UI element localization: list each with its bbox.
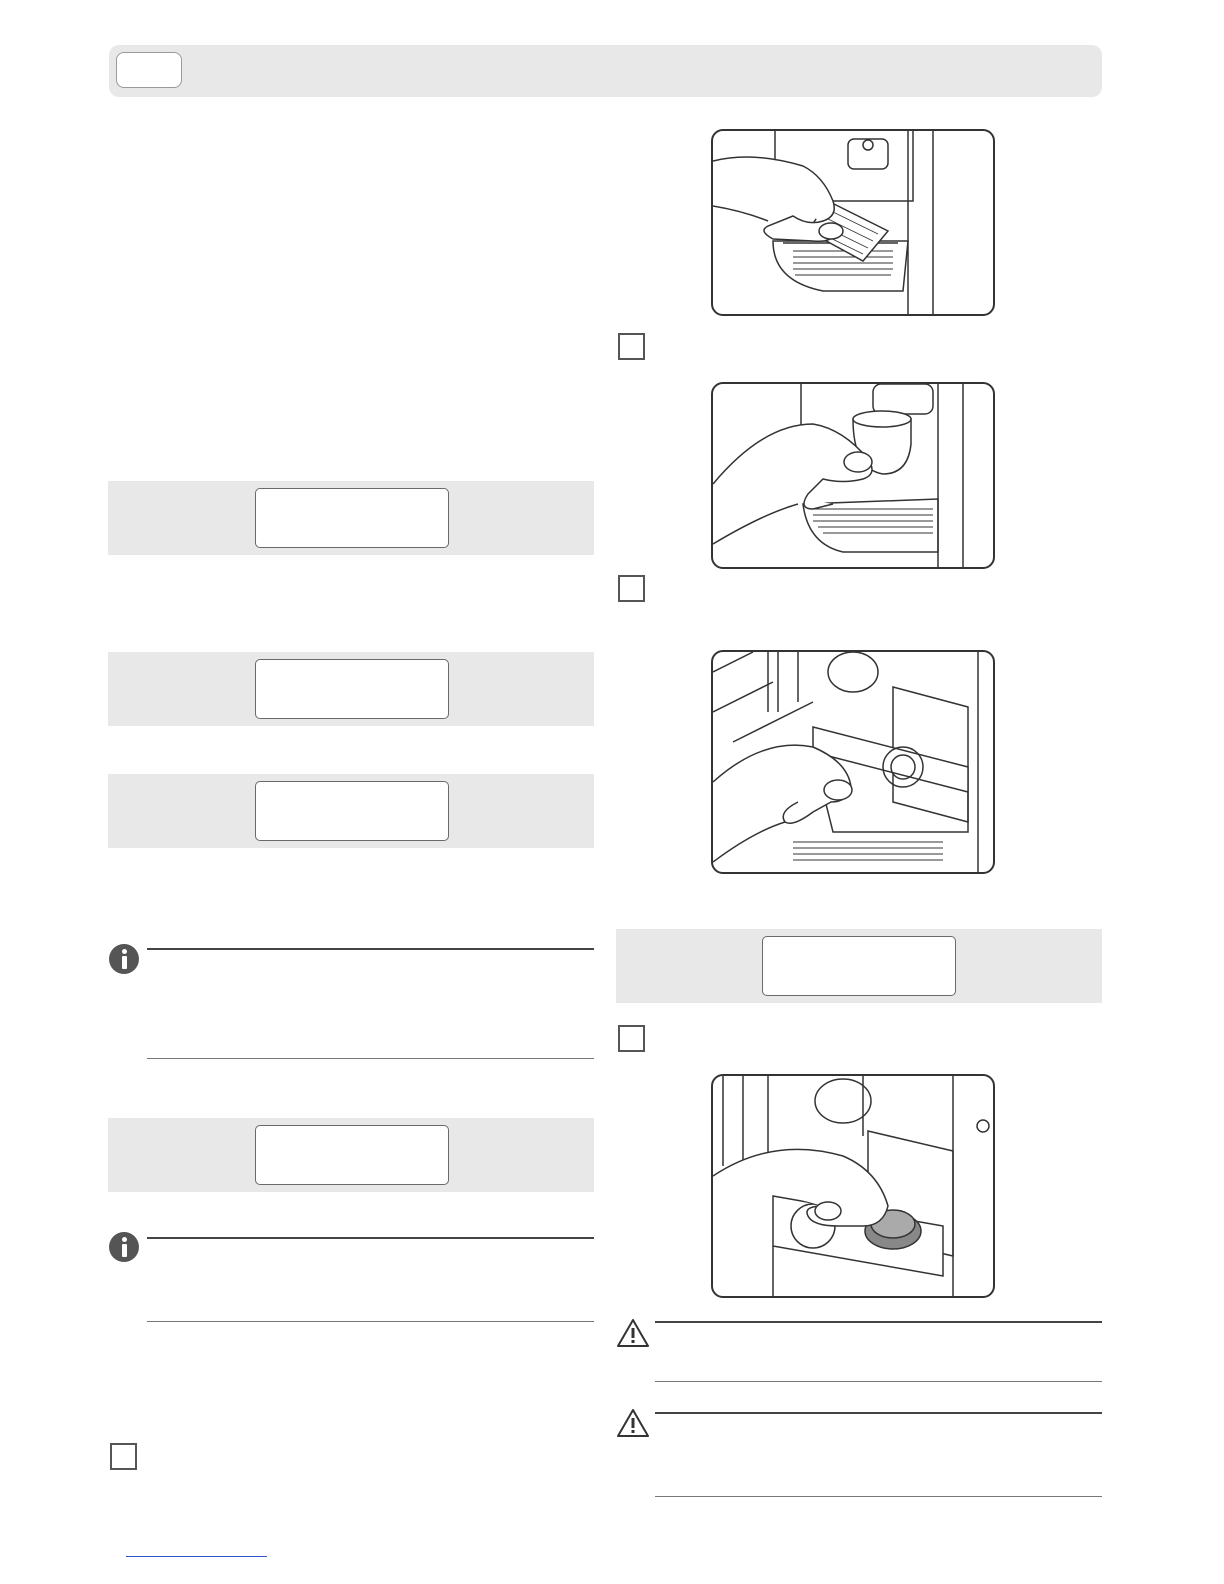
display-screen	[255, 1125, 449, 1185]
section-tab	[116, 52, 182, 88]
info-icon	[109, 944, 139, 974]
warning-bottom-rule	[655, 1381, 1102, 1382]
warning-triangle-icon	[616, 1408, 650, 1438]
checkbox-icon[interactable]	[618, 575, 645, 602]
display-screen	[255, 659, 449, 719]
display-band	[616, 929, 1102, 1003]
checkbox-icon[interactable]	[618, 333, 645, 360]
warning-triangle-icon	[616, 1318, 650, 1348]
note-top-rule	[147, 1237, 594, 1239]
warning-top-rule	[655, 1412, 1102, 1414]
note-top-rule	[147, 948, 594, 950]
display-screen	[255, 781, 449, 841]
display-band	[108, 652, 594, 726]
note-bottom-rule	[147, 1321, 594, 1322]
info-icon	[109, 1232, 139, 1262]
warning-top-rule	[655, 1321, 1102, 1323]
hand-pressing-brew-unit-illustration	[711, 1074, 995, 1298]
display-band	[108, 481, 594, 555]
footer-link[interactable]	[126, 1556, 267, 1557]
display-band	[108, 774, 594, 848]
hand-placing-drip-tray-grid-illustration	[711, 129, 995, 316]
section-header-bar	[109, 45, 1102, 97]
display-band	[108, 1118, 594, 1192]
display-screen	[255, 488, 449, 548]
note-bottom-rule	[147, 1058, 594, 1059]
hand-placing-cup-illustration	[711, 382, 995, 569]
hand-removing-brew-unit-drawer-illustration	[711, 650, 995, 874]
display-screen	[762, 936, 956, 996]
warning-bottom-rule	[655, 1496, 1102, 1497]
checkbox-icon[interactable]	[618, 1025, 645, 1052]
checkbox-icon[interactable]	[110, 1443, 137, 1470]
